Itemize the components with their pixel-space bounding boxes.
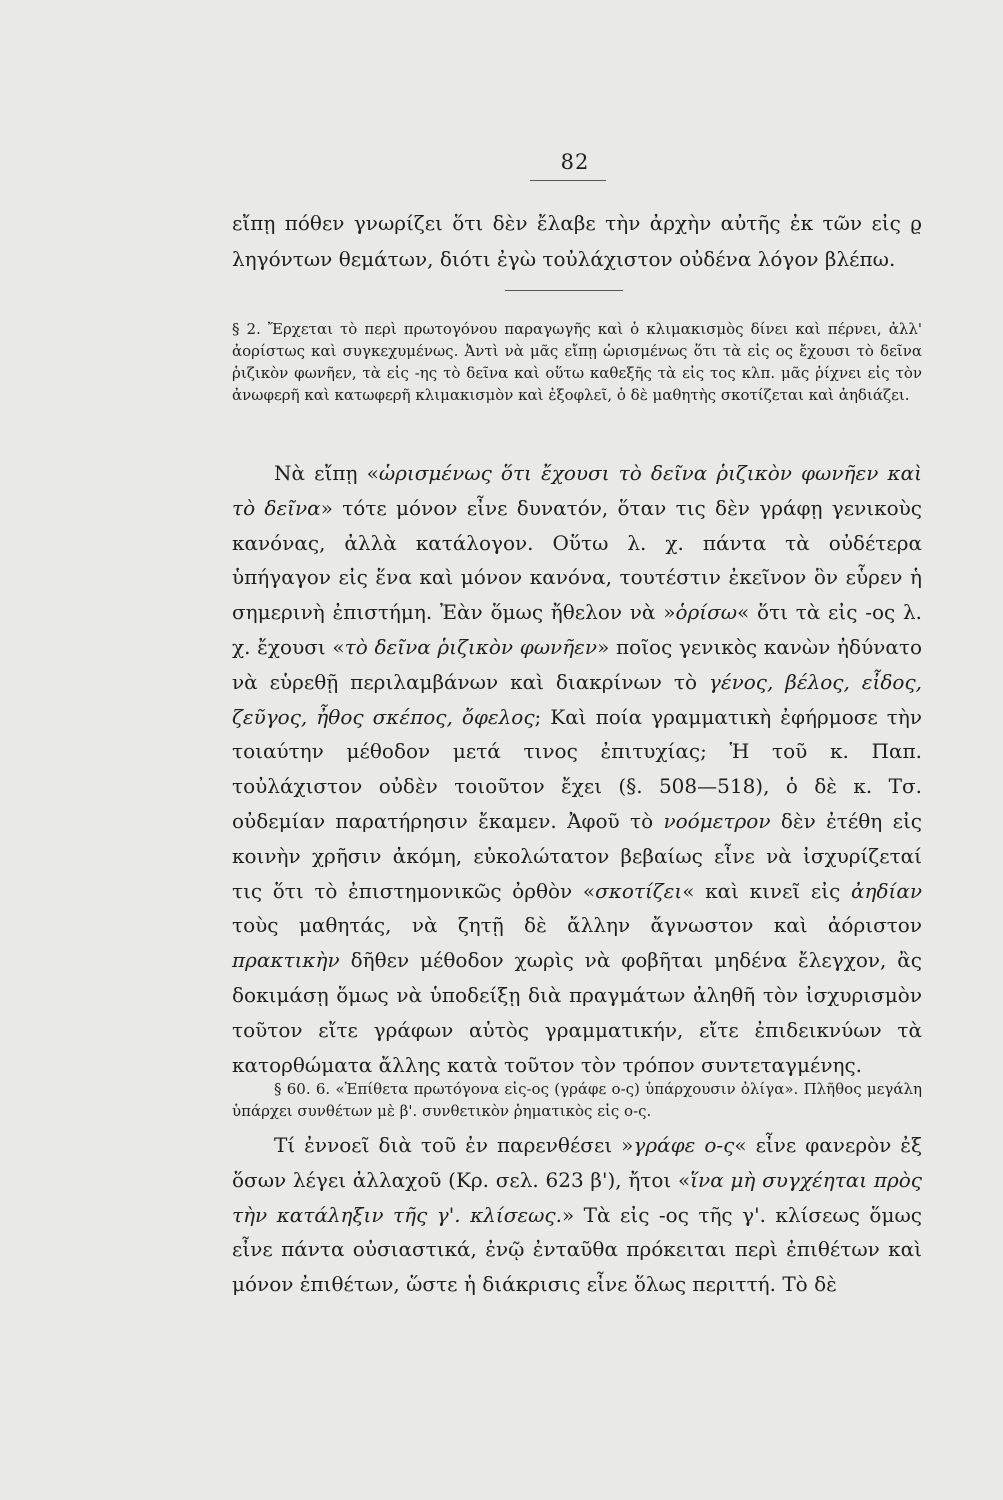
continuation-text: εἴπῃ πόθεν γνωρίζει ὅτι δὲν ἔλαβε τὴν ἀρχὴν αὐτῆς ἐκ τῶν εἰς ϱ ληγόντων θεμάτων, διότι ἐγὼ τοὐλάχιστον οὐδένα λόγον βλέπω. (232, 211, 922, 271)
continuation-paragraph (232, 205, 922, 277)
section-2-commentary (232, 456, 922, 1082)
section-60-quote (232, 1078, 922, 1122)
page-number: 82 (560, 150, 590, 174)
section-2-quote-text: § 2. Ἔρχεται τὸ περὶ πρωτογόνου παραγωγῆς καὶ ὁ κλιμακισμὸς δίνει καὶ πέρνει, ἀλλ' ἀορίστως καὶ συγκεχυμένως. Ἀντὶ νὰ μᾶς εἴπῃ ὡρισμένως ὅτι τὰ εἰς ος ἔχουσι τὸ δεῖνα ῥιζικὸν φωνῆεν, τὰ εἰς -ης τὸ δεῖνα καὶ οὕτω καθεξῆς τὰ εἰς τος κλπ. μᾶς ῥίχνει εἰς τὸν ἀνωφερῆ καὶ κατωφερῆ κλιμακισμὸν καὶ ἐξοφλεῖ, ὁ δὲ μαθητὴς σκοτίζεται καὶ ἀηδιάζει. (232, 320, 922, 404)
section-60-quote-text: § 60. 6. «Ἐπίθετα πρωτόγονα εἰς-ος (γράφε ο-ς) ὑπάρχουσιν ὀλίγα». Πλῆθος μεγάλη ὑπάρχει συνθέτων μὲ β'. συνθετικὸν ῥηματικὸς εἰς ο-ς. (232, 1080, 922, 1120)
section-60-paragraph: Τί ἐννοεῖ διὰ τοῦ ἐν παρενθέσει »γράφε ο-ς« εἶνε φανερὸν ἐξ ὅσων λέγει ἀλλαχοῦ (Κρ. σελ. 623 β'), ἤτοι «ἵνα μὴ συγχέηται πρὸς τὴν κατάληξιν τῆς γ'. κλίσεως.» Τὰ εἰς -ος τῆς γ'. κλίσεως ὅμως εἶνε πάντα οὐσιαστικά, ἐνῷ ἐνταῦθα πρόκειται περὶ ἐπιθέτων καὶ μόνον ἐπιθέτων, ὥστε ἡ διάκρισις εἶνε ὅλως περιττή. Τὸ δὲ (232, 1133, 923, 1297)
page-number-rule (530, 180, 606, 181)
section-60-commentary (232, 1128, 922, 1302)
section-2-paragraph: Νὰ εἴπῃ «ὡρισμένως ὅτι ἔχουσι τὸ δεῖνα ῥιζικὸν φωνῆεν καὶ τὸ δεῖνα» τότε μόνον εἶνε δυνατόν, ὅταν τις δὲν γράφῃ γενικοὺς κανόνας, ἀλλὰ κατάλογον. Οὕτω λ. χ. πάντα τὰ οὐδέτερα ὑπήγαγον εἰς ἕνα καὶ μόνον κανόνα, τουτέστιν ἐκεῖνον ὃν εὗρεν ἡ σημερινὴ ἐπιστήμη. Ἐὰν ὅμως ἤθελον νὰ »ὁρίσω« ὅτι τὰ εἰς -ος λ. χ. ἔχουσι «τὸ δεῖνα ῥιζικὸν φωνῆεν» ποῖος γενικὸς κανὼν ἠδύνατο νὰ εὑρεθῇ περιλαμβάνων καὶ διακρίνων τὸ γένος, βέλος, εἶδος, ζεῦγος, ἦθος σκέπος, ὄφελος; Καὶ ποία γραμματικὴ ἐφήρμοσε τὴν τοιαύτην μέθοδον μετά τινος ἐπιτυχίας; Ἡ τοῦ κ. Παπ. τοὐλάχιστον οὐδὲν τοιοῦτον ἔχει (§. 508—518), ὁ δὲ κ. Τσ. οὐδεμίαν παρατήρησιν ἔκαμεν. Ἀφοῦ τὸ νοόμετρον δὲν ἐτέθη εἰς κοινὴν χρῆσιν ἀκόμη, εὐκολώτατον βεβαίως εἶνε νὰ ἰσχυρίζεταί τις ὅτι τὸ ἐπιστημονικῶς ὀρθὸν «σκοτίζει« καὶ κινεῖ εἰς ἀηδίαν τοὺς μαθητάς, νὰ ζητῇ δὲ ἄλλην ἄγνωστον καὶ ἀόριστον πρακτικὴν δῆθεν μέθοδον χωρὶς νὰ φοβῆται μηδένα ἔλεγχον, ἂς δοκιμάσῃ ὅμως νὰ ὑποδείξῃ διὰ πραγμάτων ἀληθῆ τὸν ἰσχυρισμὸν τοῦτον εἴτε γράφων αὐτὸς γραμματικήν, εἴτε ἐπιδεικνύων τὰ κατορθώματα ἄλλης κατὰ τοῦτον τὸν τρόπον συντεταγμένης. (232, 461, 922, 1077)
section-divider (505, 290, 623, 291)
section-2-quote (232, 318, 922, 406)
